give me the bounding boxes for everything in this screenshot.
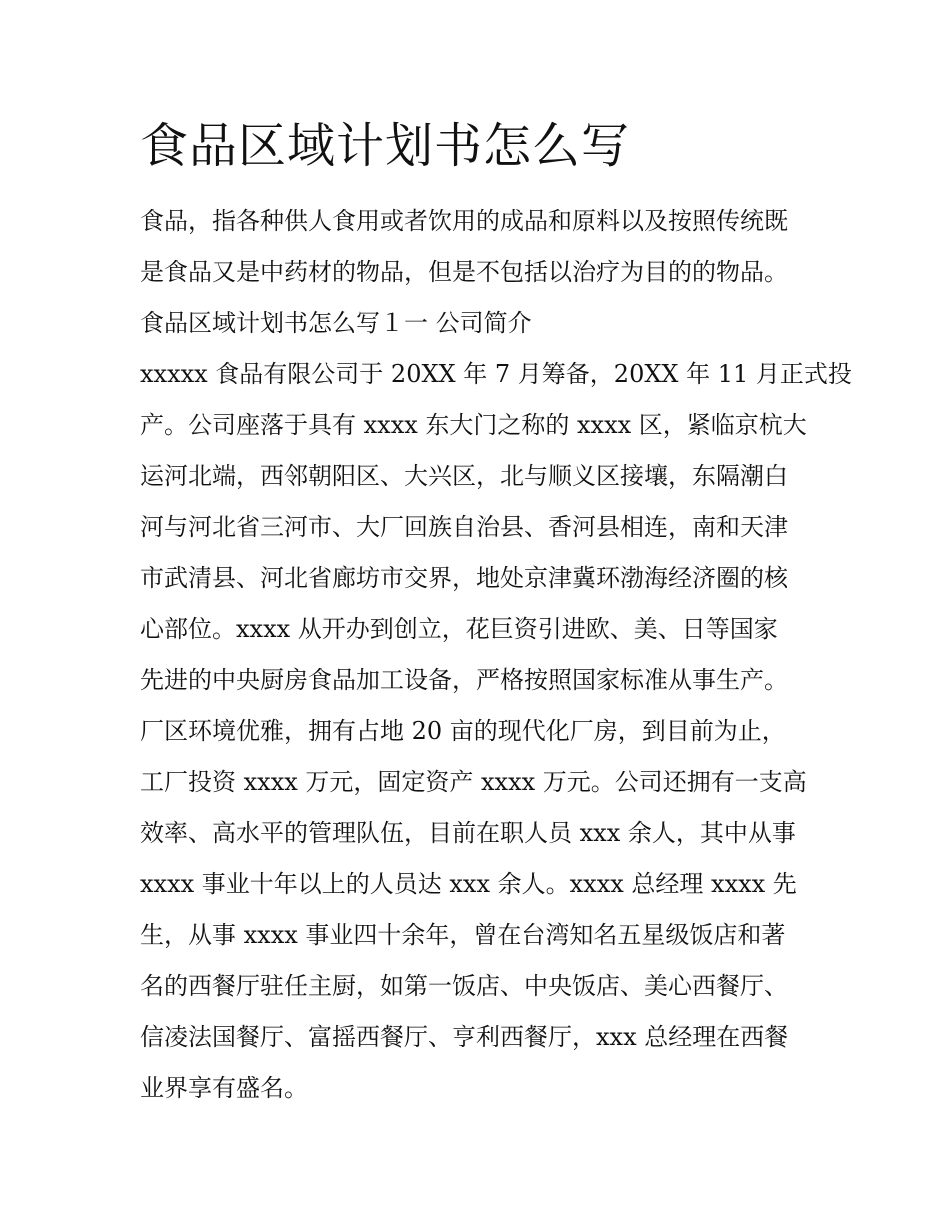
body-line: 产。公司座落于具有 xxxx 东大门之称的 xxxx 区，紧临京杭大 [140,411,807,439]
body-line: 业界享有盛名。 [140,1074,308,1102]
body-line: 市武清县、河北省廊坊市交界，地处京津冀环渤海经济圈的核 [140,564,788,592]
body-line: 是食品又是中药材的物品，但是不包括以治疗为目的的物品。 [140,258,788,286]
section-heading: 食品区域计划书怎么写１一 公司简介 [140,309,532,337]
body-line: 心部位。xxxx 从开办到创立，花巨资引进欧、美、日等国家 [140,615,778,643]
body-line: 名的西餐厅驻任主厨，如第一饭店、中央饭店、美心西餐厅、 [140,972,788,1000]
document-body [140,196,852,1114]
body-line: 工厂投资 xxxx 万元，固定资产 xxxx 万元。公司还拥有一支高 [140,768,807,796]
body-line: 厂区环境优雅，拥有占地 20 亩的现代化厂房，到目前为止， [140,717,786,745]
body-line: 食品，指各种供人食用或者饮用的成品和原料以及按照传统既 [140,207,788,235]
body-line: 运河北端，西邻朝阳区、大兴区，北与顺义区接壤，东隔潮白 [140,462,788,490]
body-line: 效率、高水平的管理队伍，目前在职人员 xxx 余人，其中从事 [140,819,796,847]
body-line: xxxxx 食品有限公司于 20XX 年 7 月筹备，20XX 年 11 月正式投 [140,360,852,388]
body-line: 先进的中央厨房食品加工设备，严格按照国家标准从事生产。 [140,666,788,694]
body-line: 生，从事 xxxx 事业四十余年，曾在台湾知名五星级饭店和著 [140,921,786,949]
body-line: xxxx 事业十年以上的人员达 xxx 余人。xxxx 总经理 xxxx 先 [140,870,797,898]
body-line: 信凌法国餐厅、富摇西餐厅、亨利西餐厅，xxx 总经理在西餐 [140,1023,789,1051]
body-line: 河与河北省三河市、大厂回族自治县、香河县相连，南和天津 [140,513,788,541]
document-title: 食品区域计划书怎么写 [140,118,631,174]
